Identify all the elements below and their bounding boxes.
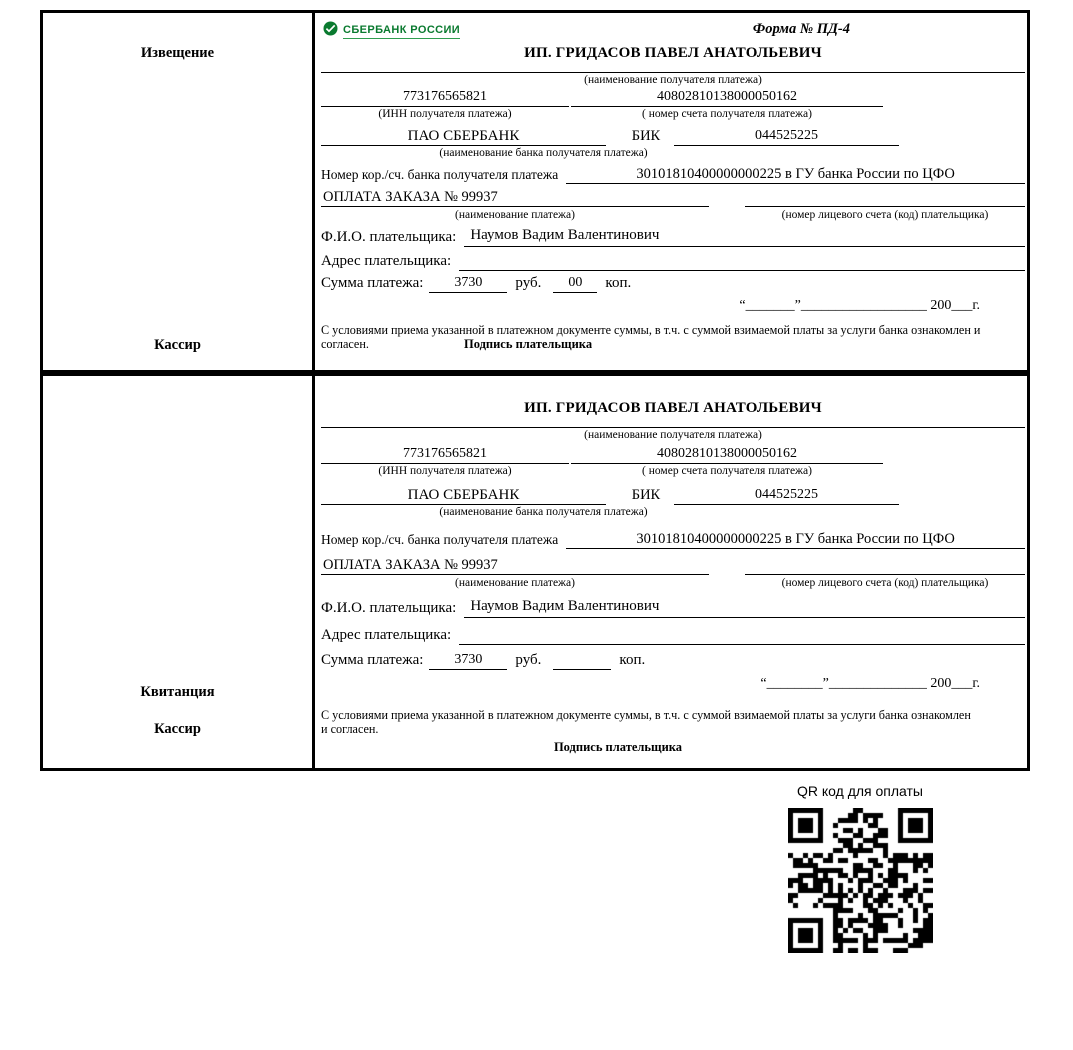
bank-row (321, 487, 1025, 505)
amount-label: Сумма платежа: (321, 651, 424, 668)
notice-body (315, 13, 1027, 370)
bank-name-value: ПАО СБЕРБАНК (321, 128, 606, 146)
receipt-cashier-label: Кассир (154, 721, 201, 737)
terms-block (321, 323, 1025, 353)
purpose-caption: (наименование платежа) (455, 209, 575, 222)
payment-purpose-value: ОПЛАТА ЗАКАЗА № 99937 (321, 557, 709, 575)
bank-name-caption: (наименование банка получателя платежа) (439, 505, 648, 518)
payer-address-blank (459, 625, 1025, 645)
form-number: Форма № ПД-4 (752, 21, 850, 37)
corr-account-value: 30101810400000000225 в ГУ банка России по ЦФО (566, 531, 1025, 549)
account-value: 40802810138000050162 (571, 89, 883, 107)
inn-value: 773176565821 (321, 89, 569, 107)
bik-label: БИК (631, 486, 661, 503)
bik-label: БИК (631, 127, 661, 144)
kop-label: коп. (619, 651, 646, 668)
notice-stub (43, 13, 315, 370)
sberbank-logo-icon (323, 21, 338, 41)
signature-label: Подпись плательщика (463, 337, 593, 352)
bank-name-value: ПАО СБЕРБАНК (321, 487, 606, 505)
form-pd4 (40, 10, 1030, 771)
payer-address-label: Адрес плательщика: (321, 626, 452, 643)
payer-name-value: Наумов Вадим Валентинович (464, 227, 1025, 247)
receipt-stub (43, 376, 315, 768)
bik-value: 044525225 (674, 128, 899, 146)
bank-name-caption: (наименование банка получателя платежа) (439, 146, 648, 159)
corr-account-label: Номер кор./сч. банка получателя платежа (321, 167, 559, 183)
amount-row (321, 652, 1025, 670)
payer-name-value: Наумов Вадим Валентинович (464, 598, 1025, 618)
receipt-section (40, 373, 1030, 771)
inn-value: 773176565821 (321, 446, 569, 464)
rub-label: руб. (515, 274, 542, 291)
notice-header-row (321, 21, 1025, 45)
payer-address-row (321, 625, 1025, 645)
recipient-caption: (наименование получателя платежа) (584, 74, 762, 86)
corr-account-label: Номер кор./сч. банка получателя платежа (321, 532, 559, 548)
corr-account-value: 30101810400000000225 в ГУ банка России по ЦФО (566, 166, 1025, 184)
personal-account-caption: (номер лицевого счета (код) плательщика) (781, 209, 989, 222)
account-caption: ( номер счета получателя платежа) (642, 465, 812, 478)
personal-account-blank (745, 557, 1025, 575)
qr-block (783, 783, 937, 953)
inn-account-row (321, 446, 1025, 478)
corr-account-row (321, 531, 1025, 549)
amount-rub-value: 3730 (429, 275, 507, 293)
payer-name-label: Ф.И.О. плательщика: (321, 228, 457, 245)
kop-label: коп. (605, 274, 632, 291)
qr-code (788, 808, 933, 953)
payer-address-row (321, 251, 1025, 271)
rub-label: руб. (515, 651, 542, 668)
personal-account-caption: (номер лицевого счета (код) плательщика) (781, 577, 989, 590)
receipt-body (315, 376, 1027, 768)
purpose-captions-row (321, 576, 1025, 590)
terms-text: С условиями приема указанной в платежном документе суммы, в т.ч. с суммой взимаемой платы за услуги банка ознакомлен и согласен. (321, 322, 981, 352)
inn-caption: (ИНН получателя платежа) (378, 108, 512, 121)
terms-text: С условиями приема указанной в платежном документе суммы, в т.ч. с суммой взимаемой платы за услуги банка ознакомлен и согласен. (321, 707, 971, 737)
payer-address-label: Адрес плательщика: (321, 252, 452, 269)
corr-account-row (321, 166, 1025, 184)
payer-address-blank (459, 251, 1025, 271)
qr-caption: QR код для оплаты (796, 783, 923, 799)
account-value: 40802810138000050162 (571, 446, 883, 464)
payer-name-label: Ф.И.О. плательщика: (321, 599, 457, 616)
payment-purpose-value: ОПЛАТА ЗАКАЗА № 99937 (321, 189, 709, 207)
notice-cashier-label: Кассир (154, 337, 201, 353)
recipient-name: ИП. ГРИДАСОВ ПАВЕЛ АНАТОЛЬЕВИЧ (321, 400, 1025, 428)
inn-caption: (ИНН получателя платежа) (378, 465, 512, 478)
amount-row (321, 275, 1025, 293)
purpose-captions-row (321, 208, 1025, 222)
amount-rub-value: 3730 (429, 652, 507, 670)
notice-section (40, 10, 1030, 373)
sberbank-logo-text: СБЕРБАНК РОССИИ (343, 24, 460, 39)
inn-account-row (321, 89, 1025, 121)
account-caption: ( номер счета получателя платежа) (642, 108, 812, 121)
terms-block (321, 708, 1025, 737)
amount-kop-value (553, 652, 611, 670)
signature-label: Подпись плательщика (553, 739, 683, 754)
recipient-caption: (наименование получателя платежа) (584, 429, 762, 441)
recipient-name: ИП. ГРИДАСОВ ПАВЕЛ АНАТОЛЬЕВИЧ (321, 45, 1025, 73)
purpose-row (321, 557, 1025, 575)
bik-value: 044525225 (674, 487, 899, 505)
bank-row (321, 128, 1025, 146)
amount-label: Сумма платежа: (321, 274, 424, 291)
purpose-caption: (наименование платежа) (455, 577, 575, 590)
payer-name-row (321, 598, 1025, 618)
payer-name-row (321, 227, 1025, 247)
notice-label: Извещение (140, 45, 215, 61)
purpose-row (321, 189, 1025, 207)
date-line: “________”______________ 200___г. (760, 675, 980, 691)
receipt-label: Квитанция (140, 684, 215, 700)
date-line: “_______”__________________ 200___г. (739, 297, 980, 313)
sberbank-logo (323, 21, 460, 41)
amount-kop-value: 00 (553, 275, 597, 293)
personal-account-blank (745, 189, 1025, 207)
